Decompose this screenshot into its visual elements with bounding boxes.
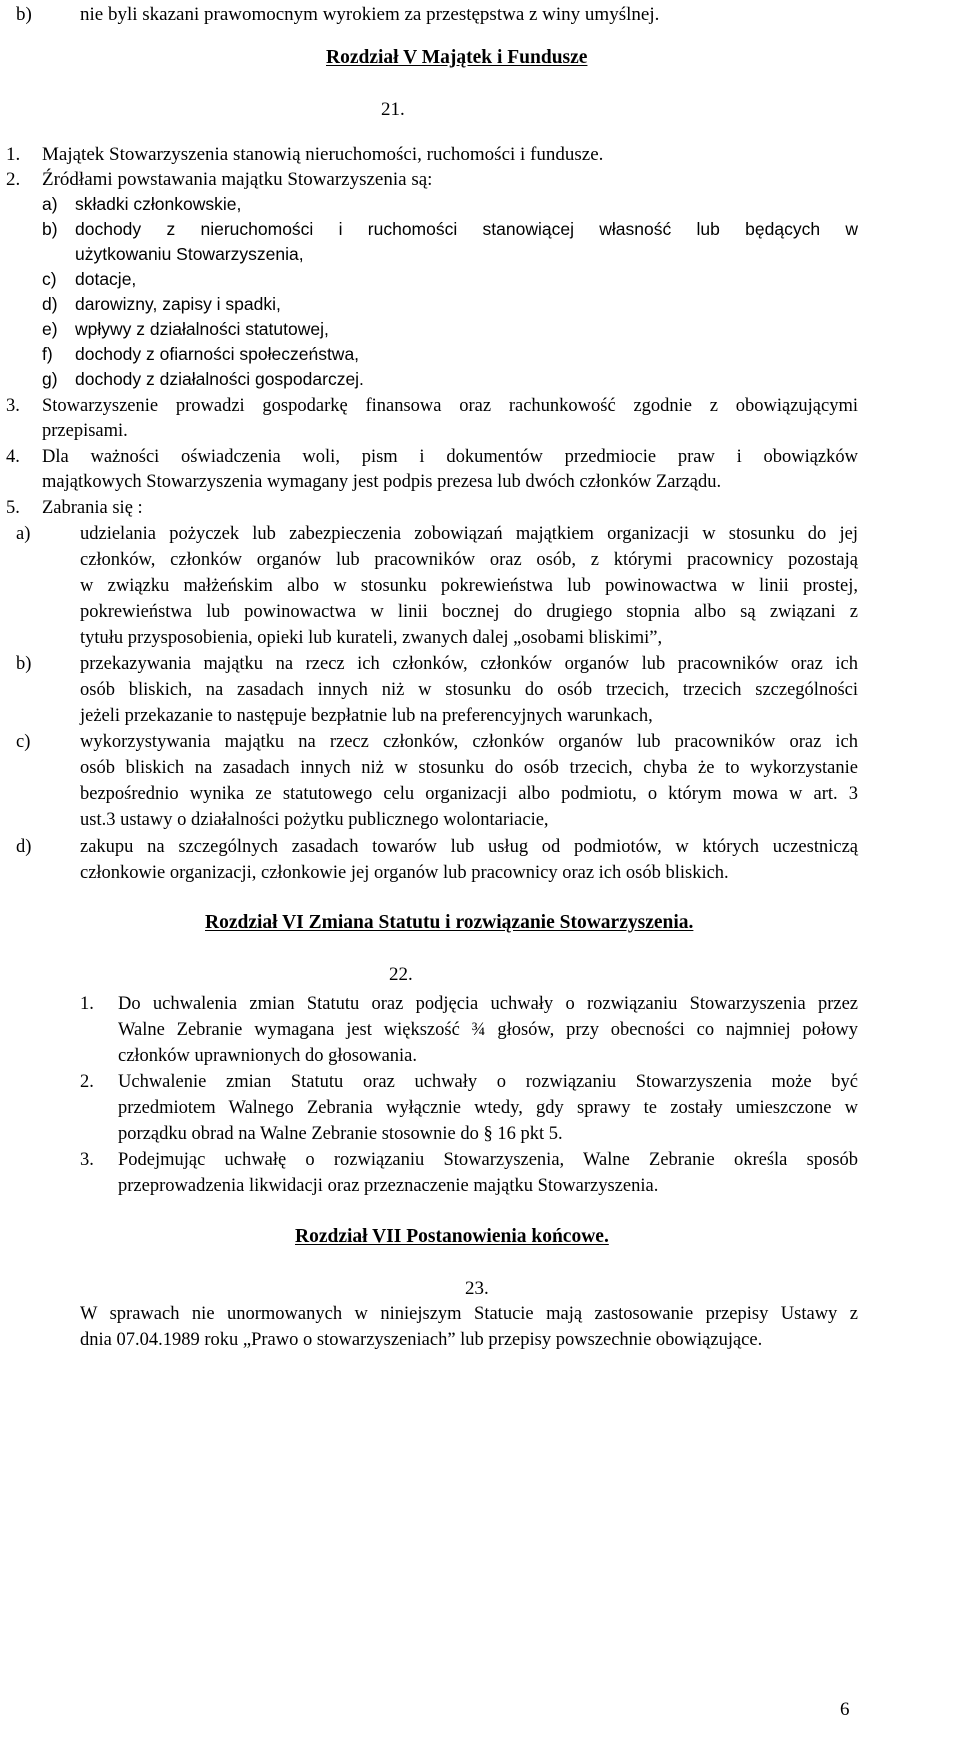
list-item-text: osób bliskich na zasadach innych niż w stosunku do osób trzecich, chyba że to wykorzystanie <box>80 758 858 778</box>
list-item-text: przekazywania majątku na rzecz ich członków, członków organów lub pracowników oraz ich <box>80 654 858 674</box>
list-item-text: użytkowaniu Stowarzyszenia, <box>75 244 304 264</box>
list-item-text: dochody z działalności gospodarczej. <box>75 369 364 389</box>
list-item-text: pokrewieństwa lub powinowactwa w linii bocznej do drugiego stopnia albo są związani z <box>80 602 858 622</box>
paragraph-text: członków uprawnionych do głosowania. <box>118 1046 418 1066</box>
paragraph-text: porządku obrad na Walne Zebranie stosownie do § 16 pkt 5. <box>118 1124 563 1144</box>
list-item-text: dochody z nieruchomości i ruchomości stanowiącej własność lub będących w <box>75 219 858 239</box>
list-item-text: jeżeli przekazanie to następuje bezpłatnie lub na preferencyjnych warunkach, <box>80 706 653 726</box>
list-marker: a) <box>42 194 58 214</box>
list-item-text: członkowie organizacji, członkowie jej organów lub pracownicy oraz ich osób bliskich. <box>80 863 729 883</box>
list-item-text: osób bliskich, na zasadach innych niż w stosunku do osób trzecich, trzecich szczególności <box>80 680 858 700</box>
list-marker: f) <box>42 344 53 364</box>
chapter-heading: Rozdział V Majątek i Fundusze <box>326 47 588 68</box>
section-number: 21. <box>381 99 405 120</box>
list-item-text: wpływy z działalności statutowej, <box>75 319 329 339</box>
section-number: 22. <box>389 964 413 985</box>
paragraph-text: Zabrania się : <box>42 498 143 518</box>
paragraph-text: Majątek Stowarzyszenia stanowią nieruchomości, ruchomości i fundusze. <box>42 144 604 165</box>
paragraph-text: dnia 07.04.1989 roku „Prawo o stowarzyszeniach” lub przepisy powszechnie obowiązujące. <box>80 1330 763 1350</box>
paragraph-text: przeprowadzenia likwidacji oraz przeznaczenie majątku Stowarzyszenia. <box>118 1176 659 1196</box>
list-marker: b) <box>16 654 32 674</box>
list-item-text: członków, członków organów lub pracowników oraz osób, z którymi pracownicy pozostają <box>80 550 858 570</box>
list-item-text: udzielania pożyczek lub zabezpieczenia zobowiązań majątkiem organizacji w stosunku do jej <box>80 524 858 544</box>
list-marker: b) <box>42 219 58 239</box>
list-item-text: zakupu na szczególnych zasadach towarów lub usług od podmiotów, w których uczestniczą <box>80 837 858 857</box>
paragraph-text: Dla ważności oświadczenia woli, pism i dokumentów przedmiocie praw i obowiązków <box>42 447 858 467</box>
paragraph-text: Stowarzyszenie prowadzi gospodarkę finansowa oraz rachunkowość zgodnie z obowiązującymi <box>42 396 858 416</box>
list-item-text: dotacje, <box>75 269 137 289</box>
paragraph-number: 2. <box>80 1072 94 1092</box>
paragraph-text: Źródłami powstawania majątku Stowarzyszenia są: <box>42 169 433 190</box>
chapter-heading: Rozdział VI Zmiana Statutu i rozwiązanie Stowarzyszenia. <box>205 912 694 933</box>
list-marker: a) <box>16 524 31 544</box>
paragraph-text: Uchwalenie zmian Statutu oraz uchwały o rozwiązaniu Stowarzyszenia może być <box>118 1072 858 1092</box>
list-item-text: składki członkowskie, <box>75 194 242 214</box>
page-number: 6 <box>840 1699 850 1720</box>
list-marker: e) <box>42 319 58 339</box>
list-item-text: dochody z ofiarności społeczeństwa, <box>75 344 360 364</box>
list-item-text: wykorzystywania majątku na rzecz członków, członków organów lub pracowników oraz ich <box>80 732 858 752</box>
paragraph-text: Walne Zebranie wymagana jest większość ¾ głosów, przy obecności co najmniej połowy <box>118 1020 858 1040</box>
chapter-heading: Rozdział VII Postanowienia końcowe. <box>295 1226 609 1247</box>
paragraph-text: przedmiotem Walnego Zebrania wyłącznie wtedy, gdy sprawy te zostały umieszczone w <box>118 1098 858 1118</box>
list-marker: c) <box>16 732 31 752</box>
list-item-text: w związku małżeńskim albo w stosunku pokrewieństwa lub powinowactwa w linii prostej, <box>80 576 858 596</box>
list-item-text: darowizny, zapisy i spadki, <box>75 294 281 314</box>
paragraph-text: majątkowych Stowarzyszenia wymagany jest podpis prezesa lub dwóch członków Zarządu. <box>42 472 722 492</box>
paragraph-text: Do uchwalenia zmian Statutu oraz podjęcia uchwały o rozwiązaniu Stowarzyszenia przez <box>118 994 858 1014</box>
section-number: 23. <box>465 1278 489 1299</box>
paragraph-number: 4. <box>6 447 20 467</box>
paragraph-number: 3. <box>6 396 20 416</box>
paragraph-number: 2. <box>6 169 21 190</box>
paragraph-number: 1. <box>6 144 21 165</box>
list-marker: d) <box>42 294 58 314</box>
paragraph-text: W sprawach nie unormowanych w niniejszym Statucie mają zastosowanie przepisy Ustawy z <box>80 1304 858 1324</box>
list-item-text: ust.3 ustawy o działalności pożytku publicznego wolontariacie, <box>80 810 549 830</box>
list-marker: d) <box>16 837 32 857</box>
paragraph-number: 3. <box>80 1150 94 1170</box>
list-item-text: bezpośrednio wynika ze statutowego celu organizacji albo podmiotu, o którym mowa w art. 3 <box>80 784 858 804</box>
paragraph-text: przepisami. <box>42 421 128 441</box>
paragraph-text: Podejmując uchwałę o rozwiązaniu Stowarzyszenia, Walne Zebranie określa sposób <box>118 1150 858 1170</box>
list-item-text: tytułu przysposobienia, opieki lub kurateli, zwanych dalej „osobami bliskimi”, <box>80 628 663 648</box>
list-marker: c) <box>42 269 57 289</box>
paragraph-number: 5. <box>6 498 20 518</box>
paragraph-number: 1. <box>80 994 94 1014</box>
list-marker: b) <box>16 4 32 25</box>
list-marker: g) <box>42 369 58 389</box>
list-item-text: nie byli skazani prawomocnym wyrokiem za przestępstwa z winy umyślnej. <box>80 4 660 25</box>
